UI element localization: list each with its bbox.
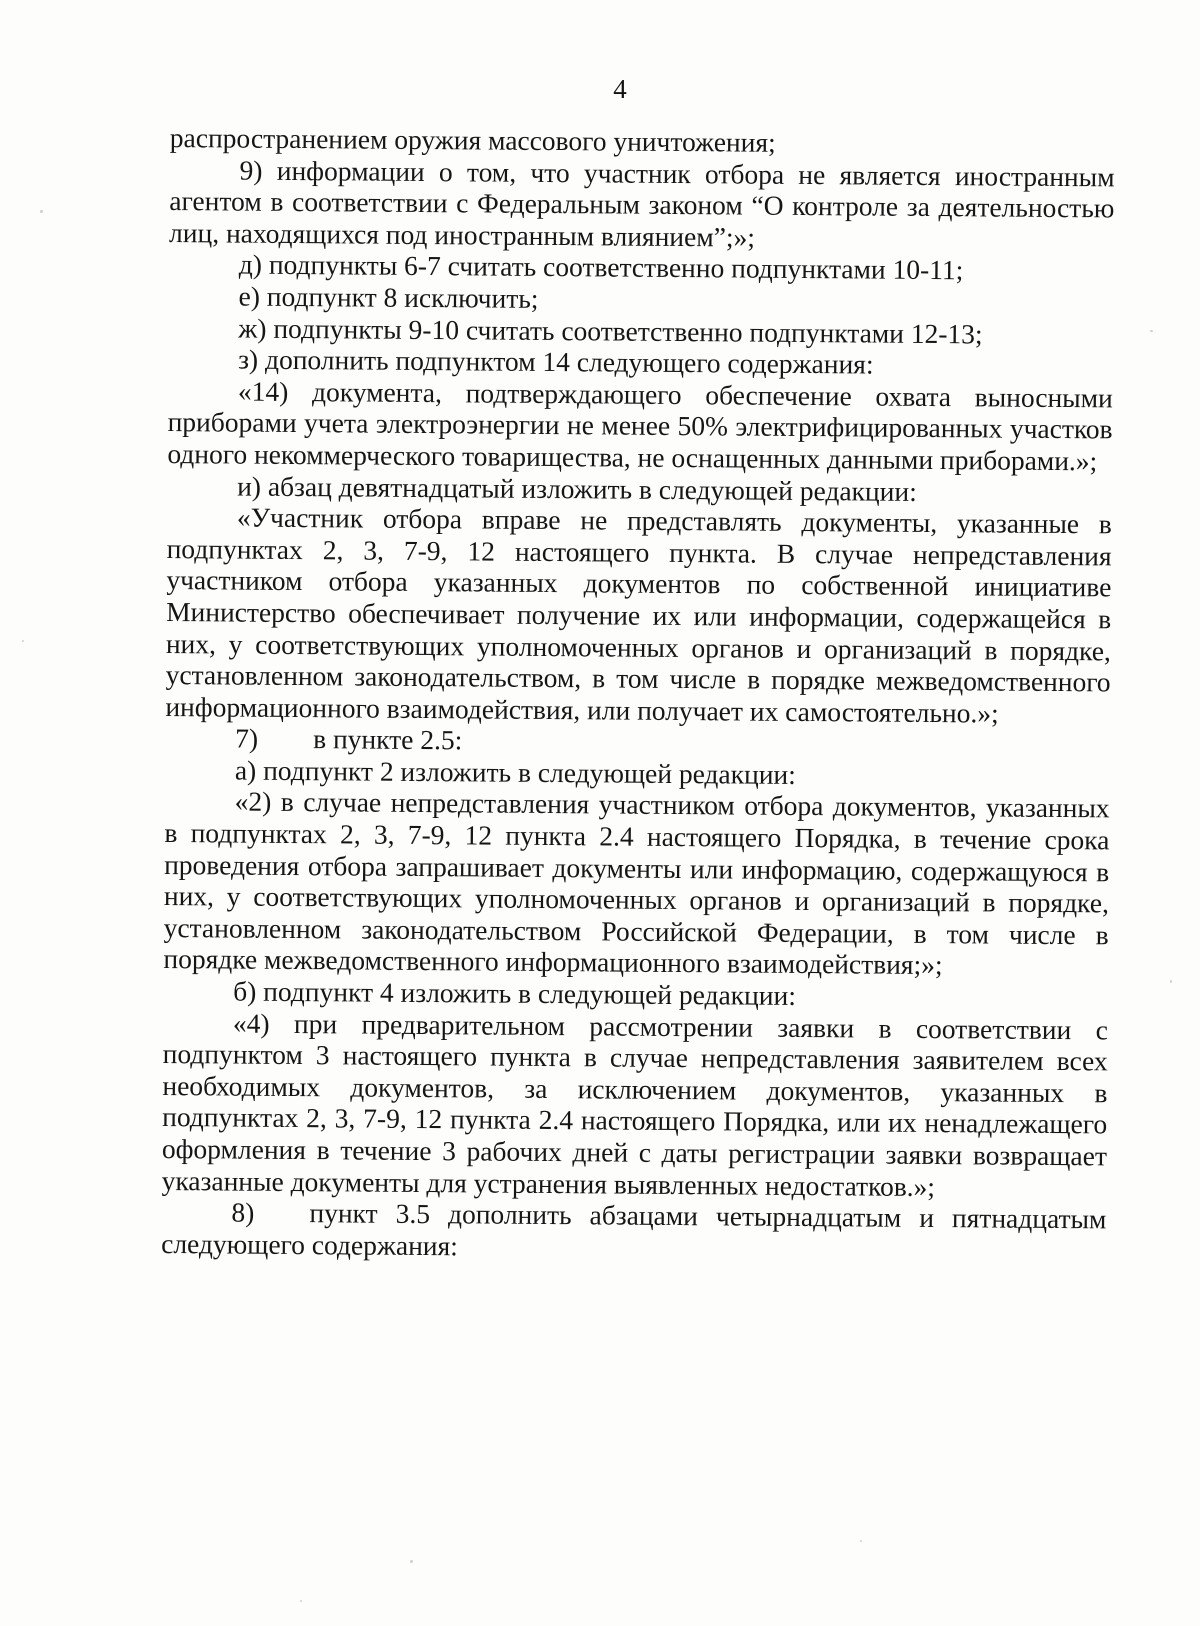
scan-speck <box>1170 980 1172 983</box>
item-number: 7) <box>235 722 259 754</box>
paragraph: ж) подпункты 9-10 считать соответственно подпунктами 12-13; <box>238 312 983 349</box>
scan-speck <box>300 1600 302 1602</box>
scan-speck <box>410 1560 413 1563</box>
numbered-paragraph <box>161 1196 1106 1267</box>
paragraph: 9) информации о том, что участник отбора не является иностранным агентом в соответствии с Федеральным законом “О контроле за деятельностью лиц, находящихся под иностранным влиянием”;»; <box>169 154 1115 253</box>
paragraph: распространением оружия массового уничтожения; <box>169 122 776 158</box>
document-body <box>161 122 1115 1267</box>
item-text: пункт 3.5 дополнить абзацами четырнадцатым и пятнадцатым следующего содержания: <box>161 1197 1107 1262</box>
scan-speck <box>22 640 24 642</box>
paragraph: «4) при предварительном рассмотрении заявки в соответствии с подпунктом 3 настоящего пункта в случае непредставления заявителем всех необходимых документов, за исключением документов, указанных в подпунктах 2, 3, 7-9, 12 пункта 2.4 настоящего Порядка, или их ненадлежащего оформления в течение 3 рабочих дней с даты регистрации заявки возвращает указанные документы для устранения выявленных недостатков.»; <box>161 1007 1109 1202</box>
scan-speck <box>860 1540 862 1542</box>
paragraph: е) подпункт 8 исключить; <box>238 280 539 314</box>
paragraph: д) подпункты 6-7 считать соответственно подпунктами 10-11; <box>238 248 964 286</box>
paragraph: а) подпункт 2 изложить в следующей редакции: <box>234 754 796 790</box>
paragraph: б) подпункт 4 изложить в следующей редакции: <box>233 975 797 1011</box>
paragraph: «14) документа, подтверждающего обеспечение охвата выносными приборами учета электроэнергии не менее 50% электрифицированных участков одного некоммерческого товарищества, не оснащенных данными приборами.»; <box>167 375 1113 477</box>
scan-speck <box>1150 330 1153 332</box>
paragraph: и) абзац девятнадцатый изложить в следующей редакции: <box>237 470 917 507</box>
item-text: в пункте 2.5: <box>313 723 463 756</box>
paragraph: «Участник отбора вправе не представлять документы, указанные в подпунктах 2, 3, 7-9, 12 настоящего пункта. В случае непредставления участником отбора указанных документов по собственной инициативе Министерство обеспечивает получение их или информации, содержащейся в них, у соответствующих уполномоченных органов и организаций в порядке, установленном законодательством, в том числе в порядке межведомственного информационного взаимодействия, или получает их самостоятельно.»; <box>165 501 1112 729</box>
paragraph: з) дополнить подпунктом 14 следующего содержания: <box>238 343 874 380</box>
paragraph: «2) в случае непредставления участником отбора документов, указанных в подпунктах 2, 3, 7-9, 12 пункта 2.4 настоящего Порядка, в течение срока проведения отбора запрашивает документы или информацию, содержащуюся в них, у соответствующих уполномоченных органов и организаций в порядке, установленном законодательством Российской Федерации, в том числе в порядке межведомственного информационного взаимодействия;»; <box>163 785 1110 981</box>
item-number: 8) <box>231 1196 255 1228</box>
page-number: 4 <box>613 74 627 104</box>
scan-speck <box>40 210 43 213</box>
